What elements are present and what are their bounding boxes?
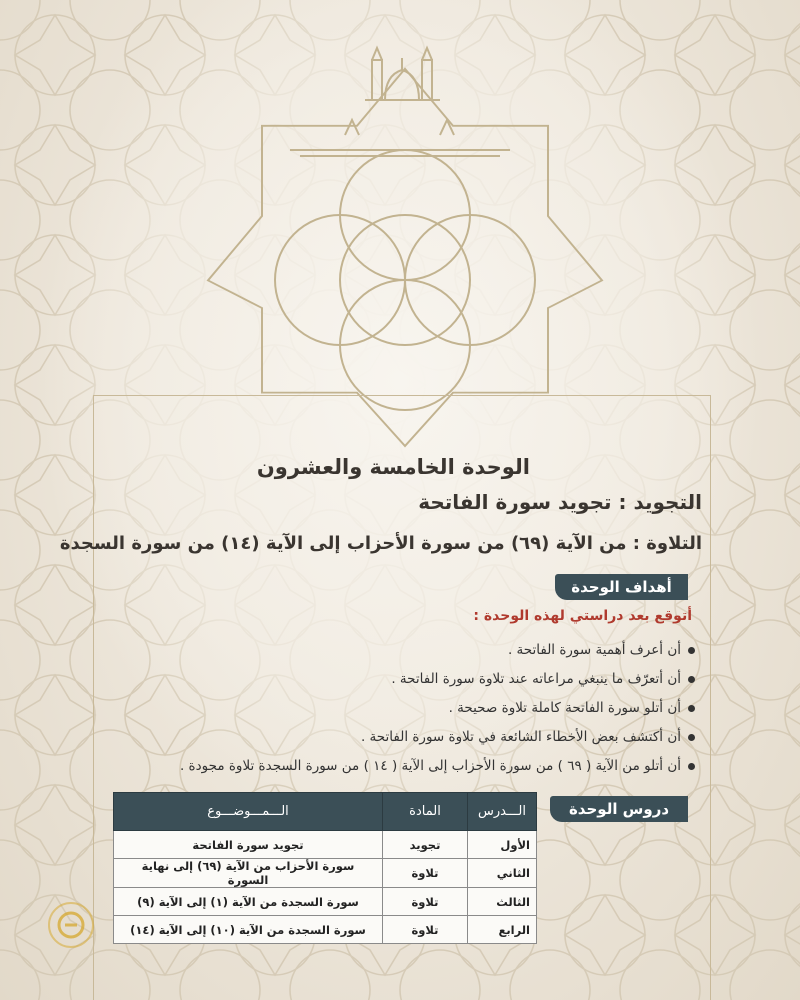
lesson-cell: الثالث <box>468 888 537 916</box>
recitation-line: التلاوة : من الآية (٦٩) من سورة الأحزاب إلى الآية (١٤) من سورة السجدة <box>59 533 702 554</box>
lessons-table <box>113 792 537 944</box>
topic-cell: سورة السجدة من الآية (١) إلى الآية (٩) <box>114 888 383 916</box>
lessons-heading: دروس الوحدة <box>550 796 688 822</box>
bullet-icon <box>688 763 695 770</box>
column-header-topic: الـــمـــوضـــوع <box>114 793 383 831</box>
goals-list <box>180 636 695 781</box>
goal-item: أن أتعرّف ما ينبغي مراعاته عند تلاوة سورة الفاتحة . <box>180 665 695 694</box>
goals-heading: أهداف الوحدة <box>555 574 688 600</box>
column-header-lesson: الـــدرس <box>468 793 537 831</box>
topic-cell: سورة الأحزاب من الآية (٦٩) إلى نهاية السورة <box>114 859 383 888</box>
table-row <box>114 859 537 888</box>
bullet-icon <box>688 734 695 741</box>
bullet-icon <box>688 676 695 683</box>
subject-cell: تلاوة <box>383 859 468 888</box>
topic-cell: تجويد سورة الفاتحة <box>114 831 383 859</box>
subject-cell: تجويد <box>383 831 468 859</box>
goal-item: أن أتلو سورة الفاتحة كاملة تلاوة صحيحة . <box>180 694 695 723</box>
topic-cell: سورة السجدة من الآية (١٠) إلى الآية (١٤) <box>114 916 383 944</box>
lesson-cell: الأول <box>468 831 537 859</box>
publisher-logo-icon <box>48 902 94 948</box>
goals-intro: أتوقع بعد دراستي لهذه الوحدة : <box>473 608 692 624</box>
goal-item: أن أعرف أهمية سورة الفاتحة . <box>180 636 695 665</box>
table-row <box>114 888 537 916</box>
tajweed-line: التجويد : تجويد سورة الفاتحة <box>418 490 702 514</box>
lesson-cell: الرابع <box>468 916 537 944</box>
subject-cell: تلاوة <box>383 888 468 916</box>
goal-item: أن أتلو من الآية ( ٦٩ ) من سورة الأحزاب إلى الآية ( ١٤ ) من سورة السجدة تلاوة مجودة . <box>180 752 695 781</box>
table-row <box>114 916 537 944</box>
lesson-cell: الثاني <box>468 859 537 888</box>
table-row <box>114 831 537 859</box>
goal-item: أن أكتشف بعض الأخطاء الشائعة في تلاوة سورة الفاتحة . <box>180 723 695 752</box>
subject-cell: تلاوة <box>383 916 468 944</box>
column-header-subject: المادة <box>383 793 468 831</box>
table-header-row <box>114 793 537 831</box>
bullet-icon <box>688 647 695 654</box>
bullet-icon <box>688 705 695 712</box>
unit-title: الوحدة الخامسة والعشرون <box>256 455 530 479</box>
